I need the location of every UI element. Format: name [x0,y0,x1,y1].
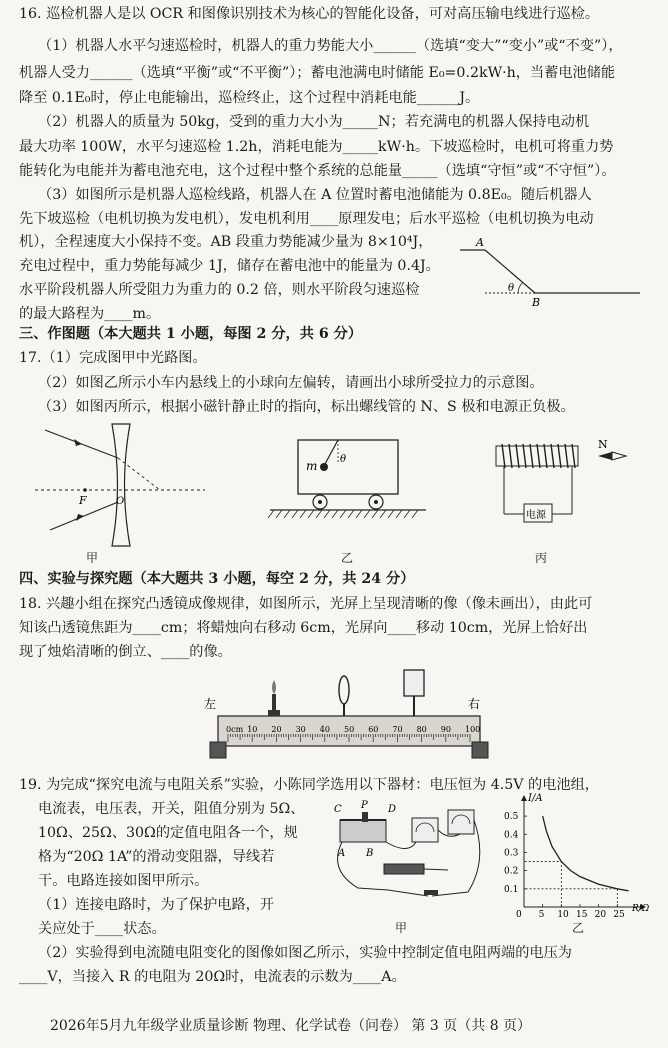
q19-line-5: 干。电路连接如图甲所示。 [38,873,209,889]
q18-line-2: 知该凸透镜焦距为____cm；将蜡烛向右移动 6cm，光屏向____移动 10cm，光屏上恰好出 [19,620,588,636]
ruler-tick-label: 60 [368,725,379,734]
bench-left-label: 左 [204,697,217,711]
caption-circuit-jia: 甲 [395,921,408,935]
optical-bench-figure [204,668,494,768]
q16-line-8: （3）如图所示是机器人巡检线路，机器人在 A 位置时蓄电池储能为 0.8E₀。随后机器人 [38,187,592,203]
focus-f-label: F [79,494,87,507]
q19-line-6: （1）连接电路时，为了保护电路，开 [38,897,275,913]
ruler-tick-label: 50 [344,725,355,734]
page-footer: 2026年5月九年级学业质量诊断 物理、化学试卷（问卷） 第 3 页（共 8 页） [50,1018,532,1034]
q16-line-9: 先下坡巡检（电机切换为发电机），发电机利用____原理发电；后水平巡检（电机切换为电动 [19,211,594,227]
q17-part-1: 17.（1）完成图甲中光路图。 [19,350,207,366]
cart-figure [268,432,428,524]
x-tick-label: 15 [576,910,588,920]
ruler-tick-label: 40 [319,725,330,734]
y-tick-label: 0.1 [504,884,519,895]
q16-line-5: （2）机器人的质量为 50kg，受到的重力大小为_____N；若充满电的机器人保持电动机 [38,114,590,130]
q16-line-13: 的最大路程为____m。 [19,306,161,322]
slider-p-label: P [361,800,368,811]
caption-jia: 甲 [86,551,99,565]
x-axis-label: R/Ω [632,904,650,914]
q19-line-4: 格为“20Ω 1A”的滑动变阻器，导线若 [38,849,275,865]
ruler-tick-label: 70 [392,725,403,734]
compass-n-label: N [598,438,608,451]
x-tick-label: 5 [538,910,545,920]
guide-line [524,889,617,907]
ruler-tick-label: 100 [465,725,481,734]
x-tick-label: 10 [557,910,569,920]
y-tick-label: 0.5 [504,812,519,823]
terminal-c-label: C [334,804,342,815]
ruler-tick-label: 30 [295,725,306,734]
q18-line-1: 18. 兴趣小组在探究凸透镜成像规律，如图所示，光屏上呈现清晰的像（像未画出），由此可 [19,596,593,612]
q19-line-1: 19. 为完成“探究电流与电阻关系”实验，小陈同学选用以下器材：电压恒为 4.5V 的电池组， [19,777,599,793]
q16-line-12: 水平阶段机器人所受阻力为重力的 0.2 倍，则水平阶段匀速巡检 [19,282,420,298]
q18-line-3: 现了烛焰清晰的倒立、____的像。 [19,644,232,660]
q19-line-3: 10Ω、25Ω、30Ω的定值电阻各一个，规 [38,825,298,841]
section-3-title: 三、作图题（本大题共 1 小题，每图 2 分，共 6 分） [19,326,363,342]
ball-m-label: m [306,459,318,473]
point-a-label: A [476,236,484,249]
bench-right-label: 右 [468,697,481,711]
q16-line-11: 充电过程中，重力势能每减少 1J，储存在蓄电池中的能量为 0.4J。 [19,258,440,274]
caption-graph-yi: 乙 [572,921,585,935]
current-resistance-graph [500,793,650,922]
ruler-tick-label: 80 [416,725,427,734]
guide-line [524,862,561,907]
origin-label: 0 [516,910,522,920]
terminal-d-label: D [388,804,397,815]
caption-yi: 乙 [341,551,354,565]
ruler-tick-label: 90 [440,725,451,734]
angle-theta-label: θ [340,454,347,465]
y-tick-label: 0.4 [504,830,519,841]
q19-line-8: （2）实验得到电流随电阻变化的图像如图乙所示，实验中控制定值电阻两端的电压为 [38,945,572,961]
q19-line-2: 电流表，电压表，开关，阻值分别为 5Ω、 [38,801,305,817]
q16-line-10: 机），全程速度大小保持不变。AB 段重力势能减少量为 8×10⁴J， [19,234,433,250]
q16-line-4: 降至 0.1E₀时，停止电能输出，巡检终止，这个过程中消耗电能______J。 [19,90,480,106]
solenoid-figure [488,434,648,524]
y-tick-label: 0.2 [504,866,519,877]
caption-bing: 丙 [535,551,548,565]
current-curve [543,816,629,891]
ruler-tick-label: 20 [271,725,282,734]
q16-line-2: （1）机器人水平匀速巡检时，机器人的重力势能大小______（选填“变大”“变小”或“不变”）， [38,38,623,54]
q19-line-9: ____V，当接入 R 的电阻为 20Ω时，电流表的示数为____A。 [19,969,406,985]
optical-center-o-label: O [116,496,125,507]
slope-figure [440,230,650,310]
terminal-b-label: B [366,848,374,859]
x-tick-label: 25 [613,910,625,920]
y-tick-label: 0.3 [504,848,519,859]
power-source-label: 电源 [526,510,546,521]
q16-line-1: 16. 巡检机器人是以 OCR 和图像识别技术为核心的智能化设备，可对高压输电线进行巡检。 [19,6,600,22]
ruler-tick-label: 10 [247,725,258,734]
q17-part-3: （3）如图丙所示，根据小磁针静止时的指向，标出螺线管的 N、S 极和电源正负极。 [38,399,575,415]
section-4-title: 四、实验与探究题（本大题共 3 小题，每空 2 分，共 24 分） [19,571,415,587]
q16-line-3: 机器人受力______（选填“平衡”或“不平衡”）；蓄电池满电时储能 E₀=0.2kW·h，当蓄电池储能 [19,65,616,81]
lens-figure [30,422,210,547]
q17-part-2: （2）如图乙所示小车内悬线上的小球向左偏转，请画出小球所受拉力的示意图。 [38,375,544,391]
q16-line-6: 最大功率 100W，水平匀速巡检 1.2h，消耗电能为_____kW·h。下坡巡检时，电机可将重力势 [19,139,614,155]
angle-theta-label: θ [508,283,515,294]
q19-line-7: 关应处于____状态。 [38,921,166,937]
q16-line-7: 能转化为电能并为蓄电池充电，这个过程中整个系统的总能量_____（选填“守恒”或“不守恒”）。 [19,163,616,179]
y-axis-label: I/A [528,793,543,804]
terminal-a-label: A [338,848,346,859]
point-b-label: B [532,296,541,309]
x-tick-label: 20 [594,910,607,920]
ruler-unit-label: 0cm [226,725,244,734]
circuit-figure [328,800,498,920]
